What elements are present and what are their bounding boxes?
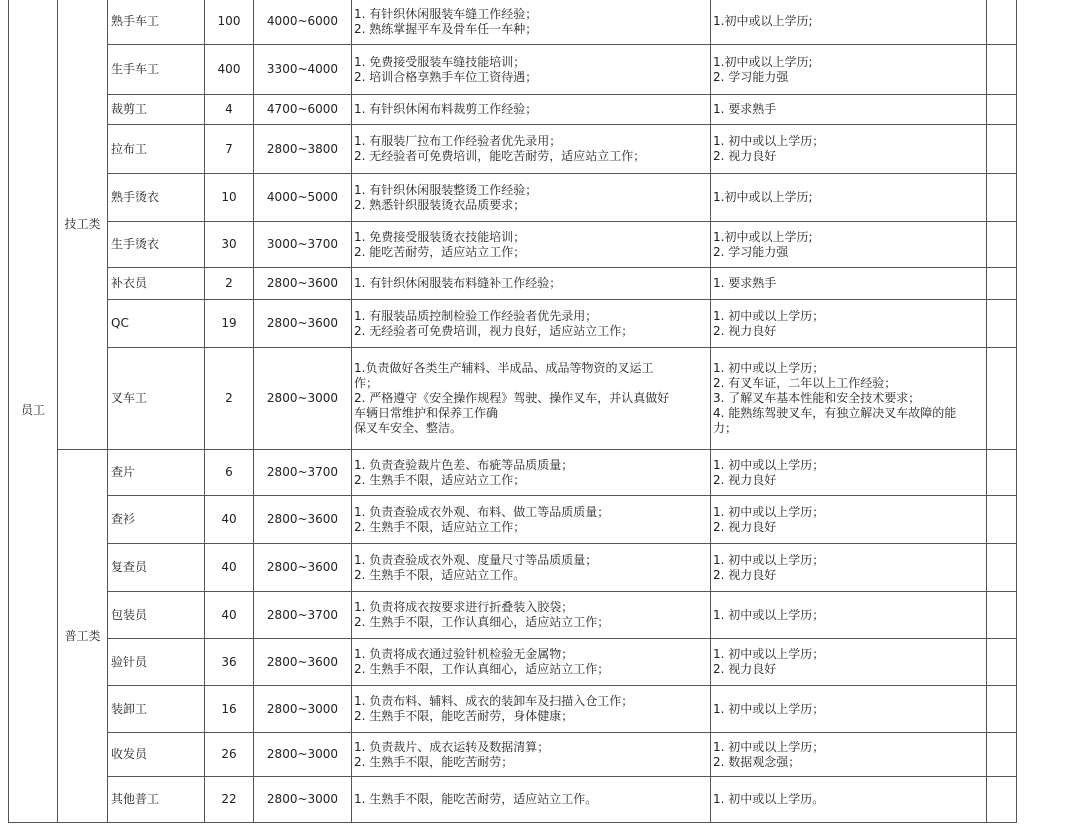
- duty-line: 2. 生熟手不限，能吃苦耐劳，身体健康；: [354, 709, 574, 723]
- headcount-cell: 40: [205, 592, 254, 639]
- requirement-line: 2. 学习能力强: [713, 244, 789, 259]
- duties-cell: [352, 300, 711, 348]
- requirements-cell: [711, 95, 987, 125]
- duty-line: 1.负责做好各类生产辅料、半成品、成品等物资的叉运工: [354, 361, 654, 375]
- requirements-cell: [711, 0, 987, 45]
- duty-line: 2. 生熟手不限，适应站立工作；: [354, 472, 526, 487]
- salary-cell: 2800~3600: [254, 544, 352, 592]
- headcount-cell: 16: [205, 686, 254, 733]
- requirements-cell: [711, 686, 987, 733]
- empty-cell: [987, 174, 1017, 222]
- requirement-line: 1. 初中或以上学历；: [713, 647, 825, 661]
- job-table-body: [9, 0, 1017, 823]
- duties-cell: [352, 544, 711, 592]
- job-title-cell: 查衫: [108, 496, 205, 544]
- duties-cell: [352, 639, 711, 686]
- job-title-cell: 熟手烫衣: [108, 174, 205, 222]
- table-row: [9, 95, 1017, 125]
- salary-cell: 4000~5000: [254, 174, 352, 222]
- requirement-line: 1. 初中或以上学历；: [713, 607, 825, 622]
- requirement-line: 2. 视力良好: [713, 472, 777, 487]
- duties-cell: [352, 222, 711, 268]
- job-title-cell: 叉车工: [108, 348, 205, 450]
- salary-cell: 4000~6000: [254, 0, 352, 45]
- requirements-cell: [711, 268, 987, 300]
- duty-line: 作；: [354, 376, 379, 390]
- empty-cell: [987, 777, 1017, 823]
- duties-cell: [352, 0, 711, 45]
- requirement-line: 1.初中或以上学历;: [713, 229, 813, 244]
- duty-line: 2. 生熟手不限，工作认真细心，适应站立工作；: [354, 662, 610, 676]
- requirements-cell: [711, 125, 987, 174]
- requirements-cell: [711, 592, 987, 639]
- duty-line: 1. 有针织休闲布料裁剪工作经验；: [354, 102, 538, 116]
- table-row: [9, 544, 1017, 592]
- duty-line: 2. 熟练掌握平车及骨车任一车种；: [354, 21, 538, 36]
- requirements-cell: [711, 639, 987, 686]
- duty-line: 1. 负责查验成衣外观、布料、做工等品质质量；: [354, 504, 610, 519]
- duty-line: 1. 有针织休闲服装车缝工作经验；: [354, 6, 538, 21]
- table-row: [9, 777, 1017, 823]
- job-title-cell: 装卸工: [108, 686, 205, 733]
- empty-cell: [987, 222, 1017, 268]
- duties-cell: [352, 174, 711, 222]
- requirement-line: 2. 学习能力强: [713, 69, 789, 84]
- headcount-cell: 6: [205, 450, 254, 496]
- salary-cell: 3300~4000: [254, 45, 352, 95]
- headcount-cell: 40: [205, 544, 254, 592]
- duty-line: 保叉车安全、整洁。: [354, 421, 463, 435]
- salary-cell: 3000~3700: [254, 222, 352, 268]
- requirements-cell: [711, 45, 987, 95]
- duties-cell: [352, 496, 711, 544]
- headcount-cell: 400: [205, 45, 254, 95]
- duty-line: 1. 免费接受服装烫衣技能培训；: [354, 229, 526, 244]
- duty-line: 1. 生熟手不限，能吃苦耐劳，适应站立工作。: [354, 792, 598, 806]
- requirement-line: 2. 有叉车证，二年以上工作经验；: [713, 376, 897, 390]
- requirement-line: 4. 能熟练驾驶叉车，有独立解决叉车故障的能: [713, 406, 957, 420]
- requirement-line: 1. 初中或以上学历。: [713, 792, 825, 806]
- requirements-cell: [711, 450, 987, 496]
- duties-cell: [352, 592, 711, 639]
- duties-cell: [352, 268, 711, 300]
- empty-cell: [987, 125, 1017, 174]
- duties-cell: [352, 450, 711, 496]
- duty-line: 2. 能吃苦耐劳，适应站立工作；: [354, 244, 526, 259]
- empty-cell: [987, 0, 1017, 45]
- requirement-line: 1. 初中或以上学历；: [713, 504, 825, 519]
- requirement-line: 1. 初中或以上学历；: [713, 457, 825, 472]
- requirement-line: 1.初中或以上学历;: [713, 14, 813, 28]
- requirement-line: 2. 视力良好: [713, 519, 777, 534]
- requirement-line: 2. 视力良好: [713, 662, 777, 676]
- table-row: [9, 268, 1017, 300]
- duty-line: 2. 生熟手不限，适应站立工作。: [354, 567, 526, 582]
- requirements-cell: [711, 496, 987, 544]
- duty-line: 2. 生熟手不限，工作认真细心，适应站立工作；: [354, 615, 610, 629]
- empty-cell: [987, 45, 1017, 95]
- job-title-cell: 验针员: [108, 639, 205, 686]
- duty-line: 1. 免费接受服装车缝技能培训；: [354, 54, 526, 69]
- salary-cell: 2800~3600: [254, 300, 352, 348]
- job-title-cell: 其他普工: [108, 777, 205, 823]
- duties-cell: [352, 45, 711, 95]
- salary-cell: 2800~3800: [254, 125, 352, 174]
- salary-cell: 2800~3600: [254, 268, 352, 300]
- table-row: [9, 496, 1017, 544]
- salary-cell: 2800~3000: [254, 348, 352, 450]
- duty-line: 1. 负责将成衣通过验针机检验无金属物；: [354, 647, 574, 661]
- duties-cell: [352, 777, 711, 823]
- duty-line: 2. 严格遵守《安全操作规程》驾驶、操作叉车，并认真做好: [354, 391, 670, 405]
- job-title-cell: 裁剪工: [108, 95, 205, 125]
- empty-cell: [987, 639, 1017, 686]
- duty-line: 车辆日常维护和保养工作确: [354, 406, 499, 420]
- job-title-cell: 生手烫衣: [108, 222, 205, 268]
- headcount-cell: 2: [205, 268, 254, 300]
- group-name-cell: 普工类: [58, 450, 108, 823]
- duty-line: 1. 有针织休闲服装布料缝补工作经验；: [354, 276, 562, 290]
- requirement-line: 1.初中或以上学历;: [713, 54, 813, 69]
- requirements-cell: [711, 544, 987, 592]
- salary-cell: 2800~3700: [254, 592, 352, 639]
- empty-cell: [987, 268, 1017, 300]
- group-name-cell: 技工类: [58, 0, 108, 450]
- requirement-line: 1. 要求熟手: [713, 102, 777, 116]
- job-title-cell: 复查员: [108, 544, 205, 592]
- requirement-line: 1. 初中或以上学历；: [713, 701, 825, 716]
- duty-line: 2. 无经验者可免费培训，能吃苦耐劳，适应站立工作；: [354, 149, 646, 163]
- category-cell: 员工: [9, 0, 58, 823]
- duties-cell: [352, 733, 711, 777]
- table-row: [9, 592, 1017, 639]
- headcount-cell: 4: [205, 95, 254, 125]
- empty-cell: [987, 450, 1017, 496]
- requirements-cell: [711, 777, 987, 823]
- requirement-line: 1. 初中或以上学历；: [713, 308, 825, 323]
- duties-cell: [352, 125, 711, 174]
- headcount-cell: 19: [205, 300, 254, 348]
- job-title-cell: 补衣员: [108, 268, 205, 300]
- table-row: [9, 222, 1017, 268]
- duty-line: 1. 有服装厂拉布工作经验者优先录用；: [354, 134, 562, 148]
- empty-cell: [987, 544, 1017, 592]
- requirement-line: 1. 要求熟手: [713, 276, 777, 290]
- salary-cell: 2800~3700: [254, 450, 352, 496]
- headcount-cell: 22: [205, 777, 254, 823]
- salary-cell: 2800~3000: [254, 733, 352, 777]
- requirements-cell: [711, 222, 987, 268]
- headcount-cell: 36: [205, 639, 254, 686]
- job-title-cell: 查片: [108, 450, 205, 496]
- empty-cell: [987, 95, 1017, 125]
- job-title-cell: QC: [108, 300, 205, 348]
- duty-line: 2. 生熟手不限，能吃苦耐劳；: [354, 754, 514, 769]
- duties-cell: [352, 95, 711, 125]
- duty-line: 2. 熟悉针织服装烫衣品质要求；: [354, 197, 526, 212]
- empty-cell: [987, 348, 1017, 450]
- duty-line: 2. 生熟手不限，适应站立工作；: [354, 519, 526, 534]
- requirements-cell: [711, 348, 987, 450]
- table-row: [9, 639, 1017, 686]
- duty-line: 1. 有服装品质控制检验工作经验者优先录用；: [354, 308, 598, 323]
- duty-line: 1. 负责裁片、成衣运转及数据清算；: [354, 739, 550, 754]
- requirements-cell: [711, 733, 987, 777]
- job-table: [8, 0, 1017, 823]
- job-title-cell: 生手车工: [108, 45, 205, 95]
- table-row: [9, 45, 1017, 95]
- table-row: [9, 0, 1017, 45]
- duties-cell: [352, 348, 711, 450]
- requirement-line: 1.初中或以上学历;: [713, 190, 813, 204]
- requirement-line: 2. 视力良好: [713, 323, 777, 338]
- table-row: [9, 300, 1017, 348]
- table-row: [9, 125, 1017, 174]
- table-row: [9, 450, 1017, 496]
- duty-line: 1. 负责查验成衣外观、度量尺寸等品质质量；: [354, 552, 598, 567]
- duty-line: 2. 培训合格享熟手车位工资待遇；: [354, 69, 538, 84]
- headcount-cell: 40: [205, 496, 254, 544]
- table-row: [9, 733, 1017, 777]
- table-row: [9, 174, 1017, 222]
- salary-cell: 2800~3000: [254, 686, 352, 733]
- requirements-cell: [711, 300, 987, 348]
- headcount-cell: 100: [205, 0, 254, 45]
- duty-line: 1. 负责布料、辅料、成衣的装卸车及扫描入仓工作；: [354, 694, 634, 708]
- requirement-line: 3. 了解叉车基本性能和安全技术要求；: [713, 391, 921, 405]
- requirement-line: 1. 初中或以上学历；: [713, 134, 825, 148]
- table-row: [9, 686, 1017, 733]
- salary-cell: 2800~3000: [254, 777, 352, 823]
- salary-cell: 4700~6000: [254, 95, 352, 125]
- requirement-line: 1. 初中或以上学历；: [713, 361, 825, 375]
- salary-cell: 2800~3600: [254, 639, 352, 686]
- requirements-cell: [711, 174, 987, 222]
- duty-line: 1. 负责查验裁片色差、布疵等品质质量；: [354, 457, 574, 472]
- requirement-line: 2. 视力良好: [713, 149, 777, 163]
- duty-line: 2. 无经验者可免费培训，视力良好，适应站立工作；: [354, 323, 634, 338]
- empty-cell: [987, 496, 1017, 544]
- headcount-cell: 10: [205, 174, 254, 222]
- requirement-line: 1. 初中或以上学历；: [713, 739, 825, 754]
- duty-line: 1. 有针织休闲服装整烫工作经验；: [354, 182, 538, 197]
- empty-cell: [987, 592, 1017, 639]
- table-row: [9, 348, 1017, 450]
- job-title-cell: 收发员: [108, 733, 205, 777]
- requirement-line: 2. 数据观念强；: [713, 754, 801, 769]
- requirement-line: 力；: [713, 421, 738, 435]
- job-title-cell: 熟手车工: [108, 0, 205, 45]
- headcount-cell: 2: [205, 348, 254, 450]
- job-title-cell: 拉布工: [108, 125, 205, 174]
- job-title-cell: 包装员: [108, 592, 205, 639]
- duty-line: 1. 负责将成衣按要求进行折叠装入胶袋；: [354, 600, 574, 614]
- headcount-cell: 26: [205, 733, 254, 777]
- empty-cell: [987, 686, 1017, 733]
- headcount-cell: 7: [205, 125, 254, 174]
- empty-cell: [987, 300, 1017, 348]
- requirement-line: 2. 视力良好: [713, 567, 777, 582]
- duties-cell: [352, 686, 711, 733]
- headcount-cell: 30: [205, 222, 254, 268]
- empty-cell: [987, 733, 1017, 777]
- salary-cell: 2800~3600: [254, 496, 352, 544]
- requirement-line: 1. 初中或以上学历；: [713, 552, 825, 567]
